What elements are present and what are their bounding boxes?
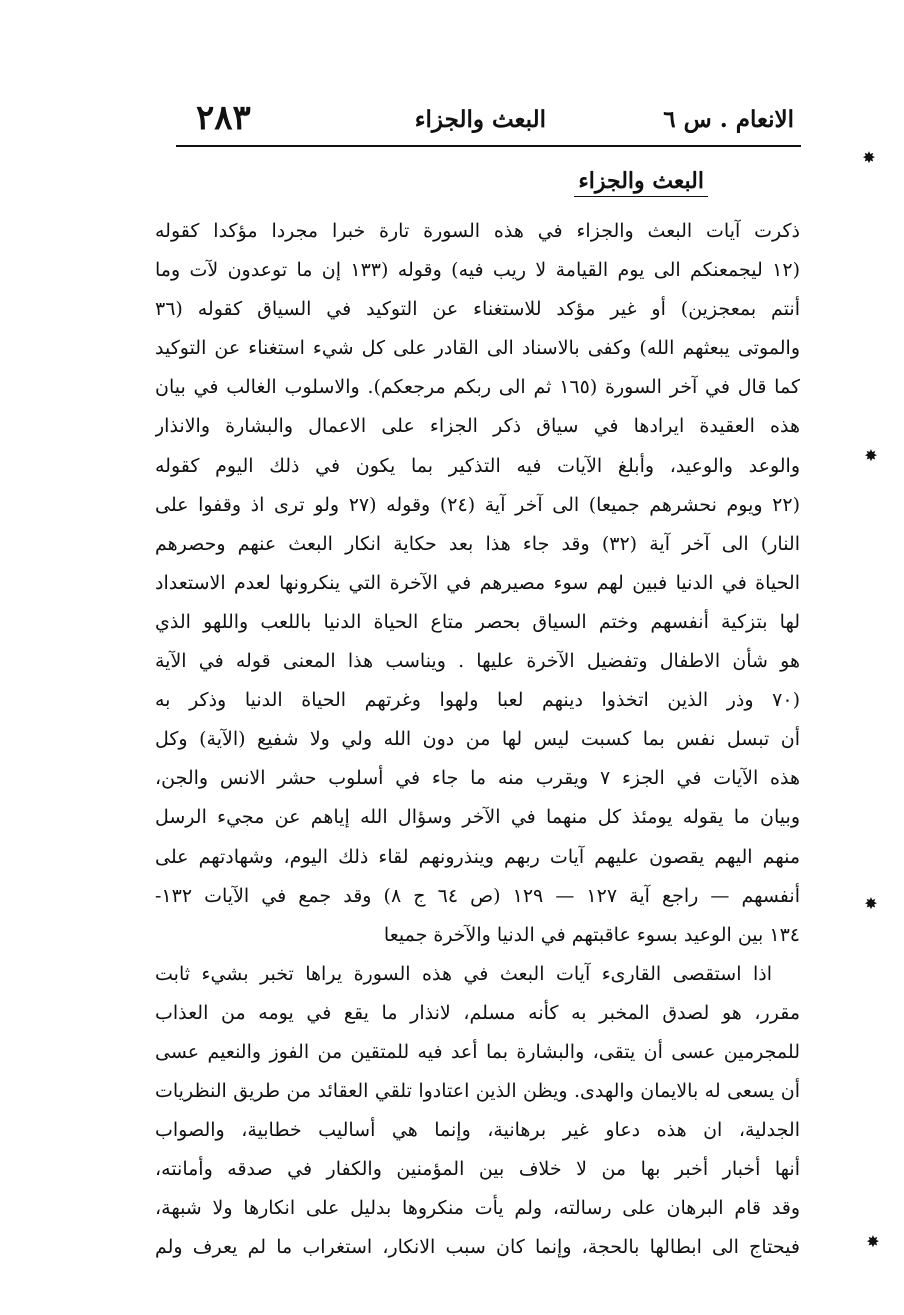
scan-binding-mark-icon: ✸	[866, 1232, 880, 1251]
text-line: لها بتزكية أنفسهم وختم السياق بحصر متاع الحياة الدنيا باللعب واللهو الذي	[155, 610, 800, 633]
running-head-title: البعث والجزاء	[414, 106, 546, 133]
text-line: وبيان ما يقوله يومئذ كل منهما في الآخر وسؤال الله إياهم عن مجيء الرسل	[155, 806, 800, 829]
text-line: منهم اليهم يقصون عليهم آيات ربهم وينذرونهم لقاء ذلك اليوم، وشهادتهم على	[155, 845, 800, 868]
text-line: والموتى يبعثهم الله) وكفى بالاسناد الى القادر على كل شيء استغناء عن التوكيد	[155, 337, 800, 360]
text-line: أن تبسل نفس بما كسبت ليس لها من دون الله ولي ولا شفيع (الآية) وكل	[155, 728, 800, 751]
text-line: (٢٢ ويوم نحشرهم جميعا) الى آخر آية (٢٤) وقوله (٢٧ ولو ترى اذ وقفوا على	[155, 493, 800, 516]
text-line: هذه العقيدة ايرادها في سياق ذكر الجزاء على الاعمال والبشارة والانذار	[155, 415, 800, 438]
text-line: هو شأن الاطفال وتفضيل الآخرة عليها . ويناسب هذا المعنى قوله في الآية	[155, 650, 800, 673]
running-head-surah: الانعام . س ٦	[663, 106, 794, 133]
text-line: أن يسعى له بالايمان والهدى. ويظن الذين اعتادوا تلقي العقائد من طريق النظريات	[155, 1080, 800, 1103]
text-line: ١٣٤ بين الوعيد بسوء عاقبتهم في الدنيا والآخرة جميعا	[383, 923, 800, 946]
text-line: للمجرمين عسى أن يتقى، والبشارة بما أعد فيه للمتقين من الفوز والنعيم عسى	[155, 1040, 800, 1063]
scan-binding-mark-icon: ✸	[864, 446, 878, 465]
text-line: أنها أخبار أخبر بها من لا خلاف بين المؤمنين والكفار في صدقه وأمانته،	[155, 1158, 800, 1181]
text-line: كما قال في آخر السورة (١٦٥ ثم الى ربكم مرجعكم). والاسلوب الغالب في بيان	[155, 376, 800, 399]
text-line: أنفسهم — راجع آية ١٢٧ — ١٢٩ (ص ٦٤ ج ٨) وقد جمع في الآيات ١٣٢-	[155, 884, 800, 907]
text-line: والوعد والوعيد، وأبلغ الآيات فيه التذكير بما يكون في ذلك اليوم كقوله	[155, 454, 800, 477]
page-header	[190, 98, 798, 144]
text-line: مقرر، هو لصدق المخبر به كأنه مسلم، لانذار ما يقع في يومه من العذاب	[155, 1001, 800, 1024]
text-line: اذا استقصى القارىء آيات البعث في هذه السورة يراها تخبر بشيء ثابت	[155, 962, 772, 985]
text-line: فيحتاج الى ابطالها بالحجة، وإنما كان سبب الانكار، استغراب ما لم يعرف ولم	[155, 1236, 800, 1259]
body-text	[155, 212, 800, 1268]
text-line: الحياة في الدنيا فبين لهم سوء مصيرهم في الآخرة التي ينكرونها لعدم الاستعداد	[155, 571, 800, 594]
header-rule	[176, 145, 801, 147]
text-line: (١٢ ليجمعنكم الى يوم القيامة لا ريب فيه) وقوله (١٣٣ إن ما توعدون لآت وما	[155, 259, 800, 282]
section-heading: البعث والجزاء	[574, 168, 708, 197]
text-line: (٧٠ وذر الذين اتخذوا دينهم لعبا ولهوا وغرتهم الحياة الدنيا وذكر به	[155, 689, 800, 712]
scan-binding-mark-icon: ✸	[862, 148, 876, 167]
text-line: النار) الى آخر آية (٣٢) وقد جاء هذا بعد حكاية انكار البعث عنهم وحصرهم	[155, 532, 800, 555]
scan-binding-mark-icon: ✸	[864, 894, 878, 913]
text-line: هذه الآيات في الجزء ٧ ويقرب منه ما جاء في أسلوب حشر الانس والجن،	[155, 767, 800, 790]
page-number: ٢٨٣	[196, 98, 251, 138]
text-line: أنتم بمعجزين) أو غير مؤكد للاستغناء عن التوكيد في السياق كقوله (٣٦	[155, 298, 800, 321]
text-line: ذكرت آيات البعث والجزاء في هذه السورة تارة خبرا مجردا مؤكدا كقوله	[155, 220, 800, 242]
text-line: الجدلية، ان هذه دعاو غير برهانية، وإنما هي أساليب خطابية، والصواب	[155, 1119, 800, 1142]
text-line: وقد قام البرهان على رسالته، ولم يأت منكروها بدليل على انكارها ولا شبهة،	[155, 1197, 800, 1220]
